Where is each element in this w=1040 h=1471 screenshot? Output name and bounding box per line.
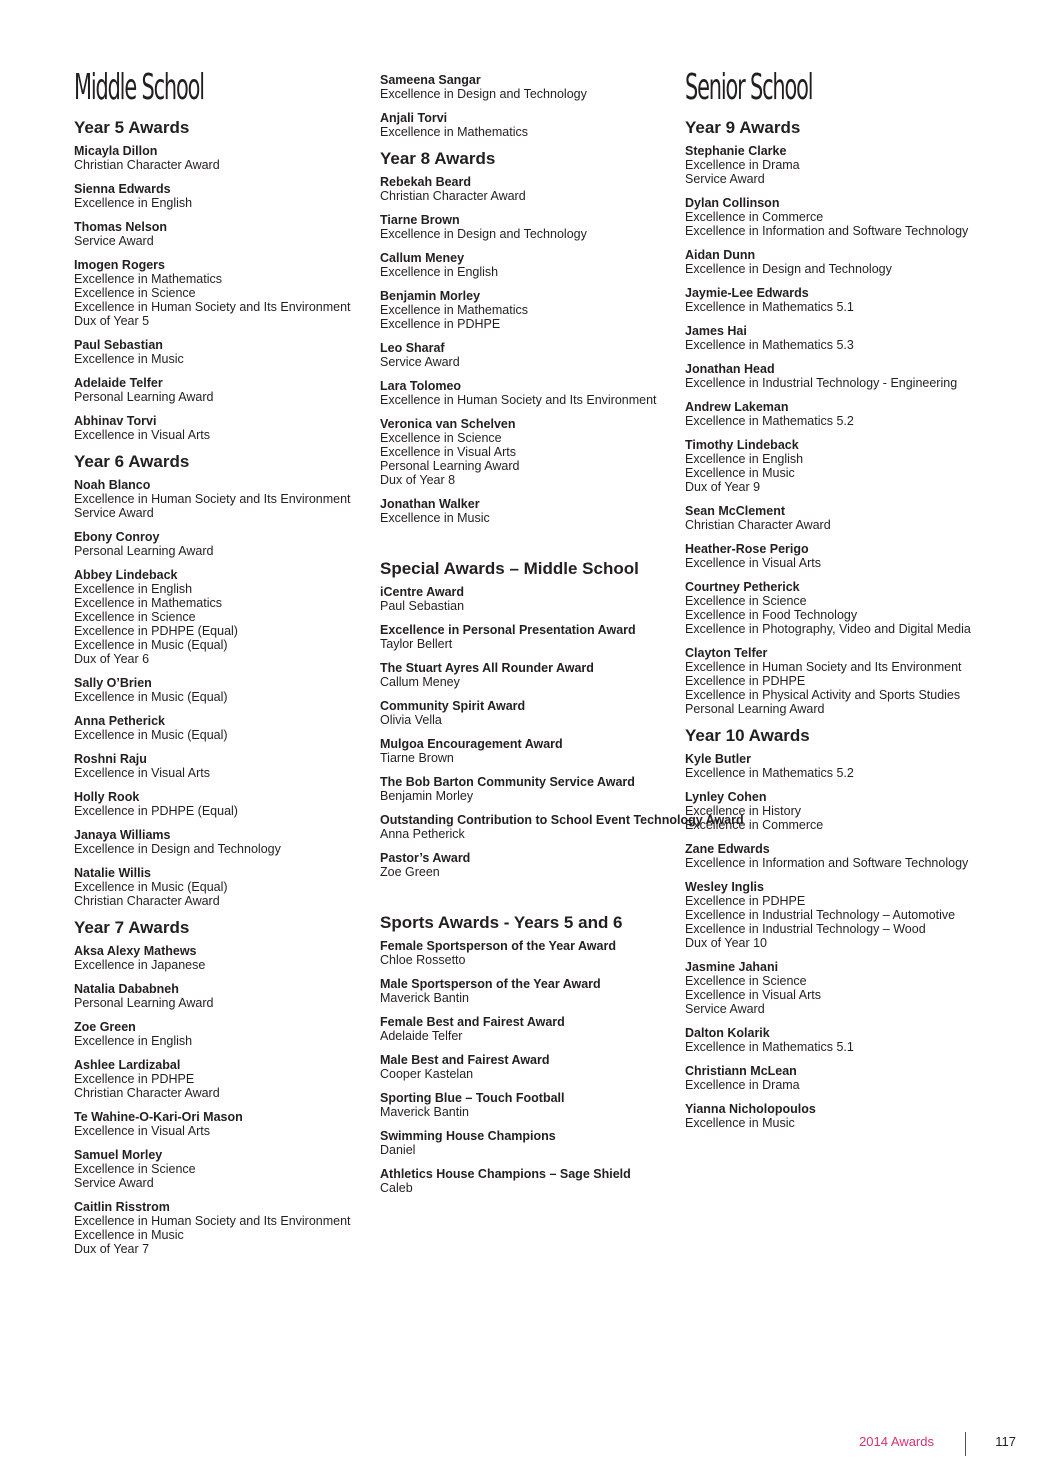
award-detail: Excellence in Mathematics 5.3 <box>685 338 854 352</box>
senior-school-title: Senior School <box>685 67 813 108</box>
award-entry <box>380 1129 672 1157</box>
award-detail: Excellence in Industrial Technology – Wood <box>685 922 926 936</box>
award-name: Lara Tolomeo <box>380 379 462 393</box>
section-title: Year 10 Awards <box>685 726 810 745</box>
award-entry <box>380 175 672 203</box>
award-detail: Excellence in PDHPE <box>685 894 806 908</box>
award-detail: Service Award <box>380 355 460 369</box>
award-entry <box>685 960 977 1016</box>
award-detail: Excellence in Mathematics <box>74 272 222 286</box>
award-entry <box>380 851 672 879</box>
award-name: Clayton Telfer <box>685 646 768 660</box>
award-detail: Paul Sebastian <box>380 599 465 613</box>
award-entry <box>380 775 672 803</box>
award-detail: Excellence in Music (Equal) <box>74 638 228 652</box>
award-name: Pastor’s Award <box>380 851 471 865</box>
award-detail: Adelaide Telfer <box>380 1029 463 1043</box>
award-detail: Excellence in PDHPE (Equal) <box>74 624 238 638</box>
award-detail: Excellence in Mathematics 5.2 <box>685 766 854 780</box>
award-name: The Bob Barton Community Service Award <box>380 775 635 789</box>
award-name: Natalia Dababneh <box>74 982 179 996</box>
award-section <box>74 918 366 1256</box>
award-detail: Excellence in Information and Software Technology <box>685 856 969 870</box>
section-title: Sports Awards - Years 5 and 6 <box>380 913 623 932</box>
award-detail: Excellence in Visual Arts <box>380 445 516 459</box>
award-section <box>380 73 672 139</box>
award-name: Christiann McLean <box>685 1064 797 1078</box>
award-detail: Excellence in Human Society and Its Environment <box>74 1214 351 1228</box>
award-entry <box>380 661 672 689</box>
award-detail: Dux of Year 7 <box>74 1242 150 1256</box>
senior-school-column <box>685 68 977 1140</box>
award-entry <box>685 144 977 186</box>
award-name: Dylan Collinson <box>685 196 780 210</box>
award-entry <box>380 1091 672 1119</box>
award-detail: Excellence in English <box>380 265 499 279</box>
award-detail: Service Award <box>74 234 154 248</box>
award-entry <box>685 646 977 716</box>
award-name: Sameena Sangar <box>380 73 481 87</box>
award-entry <box>380 585 672 613</box>
award-detail: Excellence in Human Society and Its Environment <box>685 660 962 674</box>
award-name: The Stuart Ayres All Rounder Award <box>380 661 594 675</box>
award-detail: Dux of Year 6 <box>74 652 150 666</box>
award-detail: Anna Petherick <box>380 827 465 841</box>
award-detail: Dux of Year 9 <box>685 480 761 494</box>
award-detail: Excellence in Music <box>685 466 795 480</box>
award-name: Jonathan Head <box>685 362 775 376</box>
award-detail: Christian Character Award <box>685 518 831 532</box>
award-detail: Christian Character Award <box>74 894 220 908</box>
award-entry <box>74 982 366 1010</box>
award-name: Benjamin Morley <box>380 289 481 303</box>
award-name: Leo Sharaf <box>380 341 445 355</box>
page-footer <box>860 1432 1020 1456</box>
middle-school-title: Middle School <box>74 67 204 108</box>
award-name: Male Best and Fairest Award <box>380 1053 550 1067</box>
award-name: Heather-Rose Perigo <box>685 542 809 556</box>
award-name: Sean McClement <box>685 504 786 518</box>
award-detail: Excellence in English <box>74 582 193 596</box>
award-entry <box>74 376 366 404</box>
award-entry <box>685 752 977 780</box>
award-section <box>74 118 366 442</box>
award-detail: Personal Learning Award <box>74 996 214 1010</box>
award-name: Anjali Torvi <box>380 111 448 125</box>
award-detail: Excellence in PDHPE <box>685 674 806 688</box>
award-name: Wesley Inglis <box>685 880 764 894</box>
award-entry <box>74 1110 366 1138</box>
award-entry <box>685 542 977 570</box>
award-name: Abbey Lindeback <box>74 568 178 582</box>
award-detail: Excellence in Commerce <box>685 818 824 832</box>
award-name: Veronica van Schelven <box>380 417 516 431</box>
award-detail: Excellence in Science <box>380 431 502 445</box>
award-detail: Service Award <box>685 1002 765 1016</box>
award-detail: Daniel <box>380 1143 416 1157</box>
award-name: Swimming House Champions <box>380 1129 556 1143</box>
award-entry <box>74 414 366 442</box>
award-entry <box>74 530 366 558</box>
award-entry <box>74 1058 366 1100</box>
award-entry <box>685 286 977 314</box>
award-name: Caitlin Risstrom <box>74 1200 170 1214</box>
award-entry <box>685 880 977 950</box>
award-detail: Excellence in Science <box>74 286 196 300</box>
award-entry <box>380 813 744 841</box>
section-title: Year 6 Awards <box>74 452 190 471</box>
award-entry <box>380 73 672 101</box>
award-name: Mulgoa Encouragement Award <box>380 737 563 751</box>
award-detail: Maverick Bantin <box>380 991 469 1005</box>
award-entry <box>74 866 366 908</box>
award-detail: Excellence in Commerce <box>685 210 824 224</box>
award-entry <box>685 1064 977 1092</box>
award-detail: Excellence in Science <box>685 974 807 988</box>
award-detail: Personal Learning Award <box>380 459 520 473</box>
award-name: Andrew Lakeman <box>685 400 789 414</box>
award-detail: Excellence in Design and Technology <box>380 87 587 101</box>
award-detail: Excellence in Music (Equal) <box>74 880 228 894</box>
award-entry <box>685 790 977 832</box>
award-detail: Callum Meney <box>380 675 460 689</box>
award-detail: Excellence in Music (Equal) <box>74 728 228 742</box>
award-detail: Christian Character Award <box>380 189 526 203</box>
award-detail: Excellence in Design and Technology <box>380 227 587 241</box>
award-entry <box>74 752 366 780</box>
award-detail: Excellence in Music (Equal) <box>74 690 228 704</box>
award-detail: Excellence in Science <box>685 594 807 608</box>
award-entry <box>380 699 672 727</box>
award-name: Janaya Williams <box>74 828 171 842</box>
award-detail: Service Award <box>74 506 154 520</box>
award-name: Female Sportsperson of the Year Award <box>380 939 616 953</box>
award-detail: Excellence in English <box>74 196 193 210</box>
award-detail: Excellence in Music <box>685 1116 795 1130</box>
award-detail: Excellence in Human Society and Its Environment <box>74 492 351 506</box>
award-detail: Excellence in Mathematics 5.2 <box>685 414 854 428</box>
award-entry <box>685 248 977 276</box>
award-section <box>380 149 672 525</box>
award-detail: Excellence in English <box>685 452 804 466</box>
award-entry <box>685 438 977 494</box>
award-detail: Excellence in Mathematics 5.1 <box>685 300 854 314</box>
award-detail: Excellence in Japanese <box>74 958 206 972</box>
award-detail: Excellence in Industrial Technology - Engineering <box>685 376 958 390</box>
award-detail: Excellence in History <box>685 804 802 818</box>
award-name: Callum Meney <box>380 251 465 265</box>
award-name: Female Best and Fairest Award <box>380 1015 565 1029</box>
award-name: Rebekah Beard <box>380 175 472 189</box>
section-title: Special Awards – Middle School <box>380 559 639 578</box>
award-entry <box>685 1026 977 1054</box>
award-name: Community Spirit Award <box>380 699 526 713</box>
award-detail: Excellence in Design and Technology <box>74 842 281 856</box>
award-detail: Excellence in Music <box>74 352 184 366</box>
award-entry <box>74 182 366 210</box>
award-detail: Dux of Year 5 <box>74 314 150 328</box>
page-number: 117 <box>995 1434 1016 1449</box>
award-name: Yianna Nicholopoulos <box>685 1102 816 1116</box>
award-entry <box>380 939 672 967</box>
award-detail: Excellence in Mathematics <box>74 596 222 610</box>
award-detail: Olivia Vella <box>380 713 442 727</box>
award-entry <box>74 828 366 856</box>
award-detail: Excellence in English <box>74 1034 193 1048</box>
award-entry <box>380 1015 672 1043</box>
award-detail: Excellence in Science <box>74 1162 196 1176</box>
section-title: Year 8 Awards <box>380 149 496 168</box>
award-name: Roshni Raju <box>74 752 147 766</box>
award-detail: Excellence in Music <box>380 511 490 525</box>
award-entry <box>74 478 366 520</box>
section-title: Year 7 Awards <box>74 918 190 937</box>
award-entry <box>380 1167 672 1195</box>
award-entry <box>74 1200 366 1256</box>
award-name: Natalie Willis <box>74 866 151 880</box>
award-entry <box>380 623 672 651</box>
award-name: Noah Blanco <box>74 478 151 492</box>
award-name: Thomas Nelson <box>74 220 168 234</box>
award-name: Timothy Lindeback <box>685 438 799 452</box>
award-entry <box>685 580 977 636</box>
award-detail: Service Award <box>74 1176 154 1190</box>
award-detail: Dux of Year 10 <box>685 936 768 950</box>
award-detail: Excellence in Mathematics <box>380 125 528 139</box>
award-name: Lynley Cohen <box>685 790 767 804</box>
award-detail: Excellence in Photography, Video and Digital Media <box>685 622 971 636</box>
award-name: Sporting Blue – Touch Football <box>380 1091 565 1105</box>
award-name: Sally O’Brien <box>74 676 152 690</box>
award-detail: Benjamin Morley <box>380 789 474 803</box>
award-detail: Excellence in PDHPE <box>74 1072 195 1086</box>
award-name: Stephanie Clarke <box>685 144 787 158</box>
award-name: Holly Rook <box>74 790 140 804</box>
award-name: Aksa Alexy Mathews <box>74 944 197 958</box>
award-entry <box>380 737 672 765</box>
award-entry <box>380 289 672 331</box>
award-detail: Excellence in Physical Activity and Sports Studies <box>685 688 961 702</box>
award-name: Adelaide Telfer <box>74 376 163 390</box>
award-detail: Excellence in Mathematics 5.1 <box>685 1040 854 1054</box>
award-detail: Christian Character Award <box>74 1086 220 1100</box>
award-detail: Excellence in Human Society and Its Environment <box>380 393 657 407</box>
award-entry <box>74 944 366 972</box>
award-name: Paul Sebastian <box>74 338 163 352</box>
award-entry <box>380 213 672 241</box>
award-detail: Excellence in Visual Arts <box>74 1124 210 1138</box>
award-name: Dalton Kolarik <box>685 1026 770 1040</box>
award-detail: Dux of Year 8 <box>380 473 456 487</box>
award-entry <box>74 714 366 742</box>
award-name: Jasmine Jahani <box>685 960 779 974</box>
award-entry <box>685 400 977 428</box>
award-entry <box>74 1020 366 1048</box>
award-name: Sienna Edwards <box>74 182 171 196</box>
award-entry <box>74 790 366 818</box>
award-entry <box>685 362 977 390</box>
award-entry <box>685 324 977 352</box>
award-entry <box>74 676 366 704</box>
award-entry <box>380 111 672 139</box>
award-detail: Excellence in Science <box>74 610 196 624</box>
award-section <box>380 913 672 1195</box>
award-name: Zoe Green <box>74 1020 136 1034</box>
award-detail: Excellence in Mathematics <box>380 303 528 317</box>
award-name: Athletics House Champions – Sage Shield <box>380 1167 631 1181</box>
award-name: Abhinav Torvi <box>74 414 157 428</box>
award-detail: Personal Learning Award <box>74 390 214 404</box>
award-entry <box>380 977 672 1005</box>
award-detail: Excellence in Visual Arts <box>685 556 821 570</box>
award-name: James Hai <box>685 324 747 338</box>
award-name: Anna Petherick <box>74 714 166 728</box>
award-detail: Tiarne Brown <box>380 751 454 765</box>
award-detail: Caleb <box>380 1181 413 1195</box>
award-name: Micayla Dillon <box>74 144 158 158</box>
footer-label: 2014 Awards <box>859 1434 934 1449</box>
award-detail: Christian Character Award <box>74 158 220 172</box>
award-detail: Taylor Bellert <box>380 637 453 651</box>
award-entry <box>380 1053 672 1081</box>
award-entry <box>380 497 672 525</box>
award-name: Tiarne Brown <box>380 213 460 227</box>
award-name: Zane Edwards <box>685 842 770 856</box>
middle-school-column <box>74 68 366 1266</box>
award-detail: Personal Learning Award <box>685 702 825 716</box>
award-detail: Excellence in Information and Software Technology <box>685 224 969 238</box>
award-entry <box>74 258 366 328</box>
award-entry <box>74 220 366 248</box>
award-detail: Excellence in PDHPE (Equal) <box>74 804 238 818</box>
award-detail: Personal Learning Award <box>74 544 214 558</box>
award-entry <box>685 196 977 238</box>
award-entry <box>74 338 366 366</box>
award-detail: Excellence in PDHPE <box>380 317 501 331</box>
award-detail: Excellence in Industrial Technology – Automotive <box>685 908 956 922</box>
award-entry <box>380 379 672 407</box>
award-name: Outstanding Contribution to School Event Technology Award <box>380 813 744 827</box>
award-name: Aidan Dunn <box>685 248 756 262</box>
award-entry <box>74 568 366 666</box>
award-name: Kyle Butler <box>685 752 751 766</box>
award-detail: Zoe Green <box>380 865 440 879</box>
award-detail: Excellence in Visual Arts <box>685 988 821 1002</box>
award-detail: Excellence in Design and Technology <box>685 262 892 276</box>
award-name: Imogen Rogers <box>74 258 165 272</box>
award-name: Courtney Petherick <box>685 580 800 594</box>
award-detail: Excellence in Music <box>74 1228 184 1242</box>
award-name: Ebony Conroy <box>74 530 160 544</box>
award-detail: Excellence in Food Technology <box>685 608 858 622</box>
award-name: Excellence in Personal Presentation Award <box>380 623 636 637</box>
award-detail: Service Award <box>685 172 765 186</box>
award-detail: Excellence in Drama <box>685 158 800 172</box>
award-section <box>74 452 366 908</box>
award-name: iCentre Award <box>380 585 465 599</box>
award-entry <box>685 504 977 532</box>
award-detail: Chloe Rossetto <box>380 953 466 967</box>
award-entry <box>380 341 672 369</box>
award-detail: Excellence in Drama <box>685 1078 800 1092</box>
award-detail: Cooper Kastelan <box>380 1067 474 1081</box>
award-detail: Maverick Bantin <box>380 1105 469 1119</box>
footer-divider <box>965 1432 966 1456</box>
section-title: Year 5 Awards <box>74 118 190 137</box>
section-title: Year 9 Awards <box>685 118 801 137</box>
award-name: Male Sportsperson of the Year Award <box>380 977 601 991</box>
award-entry <box>380 417 672 487</box>
award-entry <box>685 1102 977 1130</box>
award-section <box>685 726 977 1130</box>
award-name: Samuel Morley <box>74 1148 163 1162</box>
award-detail: Excellence in Human Society and Its Environment <box>74 300 351 314</box>
award-name: Jaymie-Lee Edwards <box>685 286 809 300</box>
award-detail: Excellence in Visual Arts <box>74 428 210 442</box>
award-entry <box>685 842 977 870</box>
award-name: Te Wahine-O-Kari-Ori Mason <box>74 1110 243 1124</box>
award-entry <box>74 144 366 172</box>
award-name: Ashlee Lardizabal <box>74 1058 181 1072</box>
award-entry <box>380 251 672 279</box>
award-name: Jonathan Walker <box>380 497 480 511</box>
award-detail: Excellence in Visual Arts <box>74 766 210 780</box>
award-entry <box>74 1148 366 1190</box>
award-section <box>685 118 977 716</box>
